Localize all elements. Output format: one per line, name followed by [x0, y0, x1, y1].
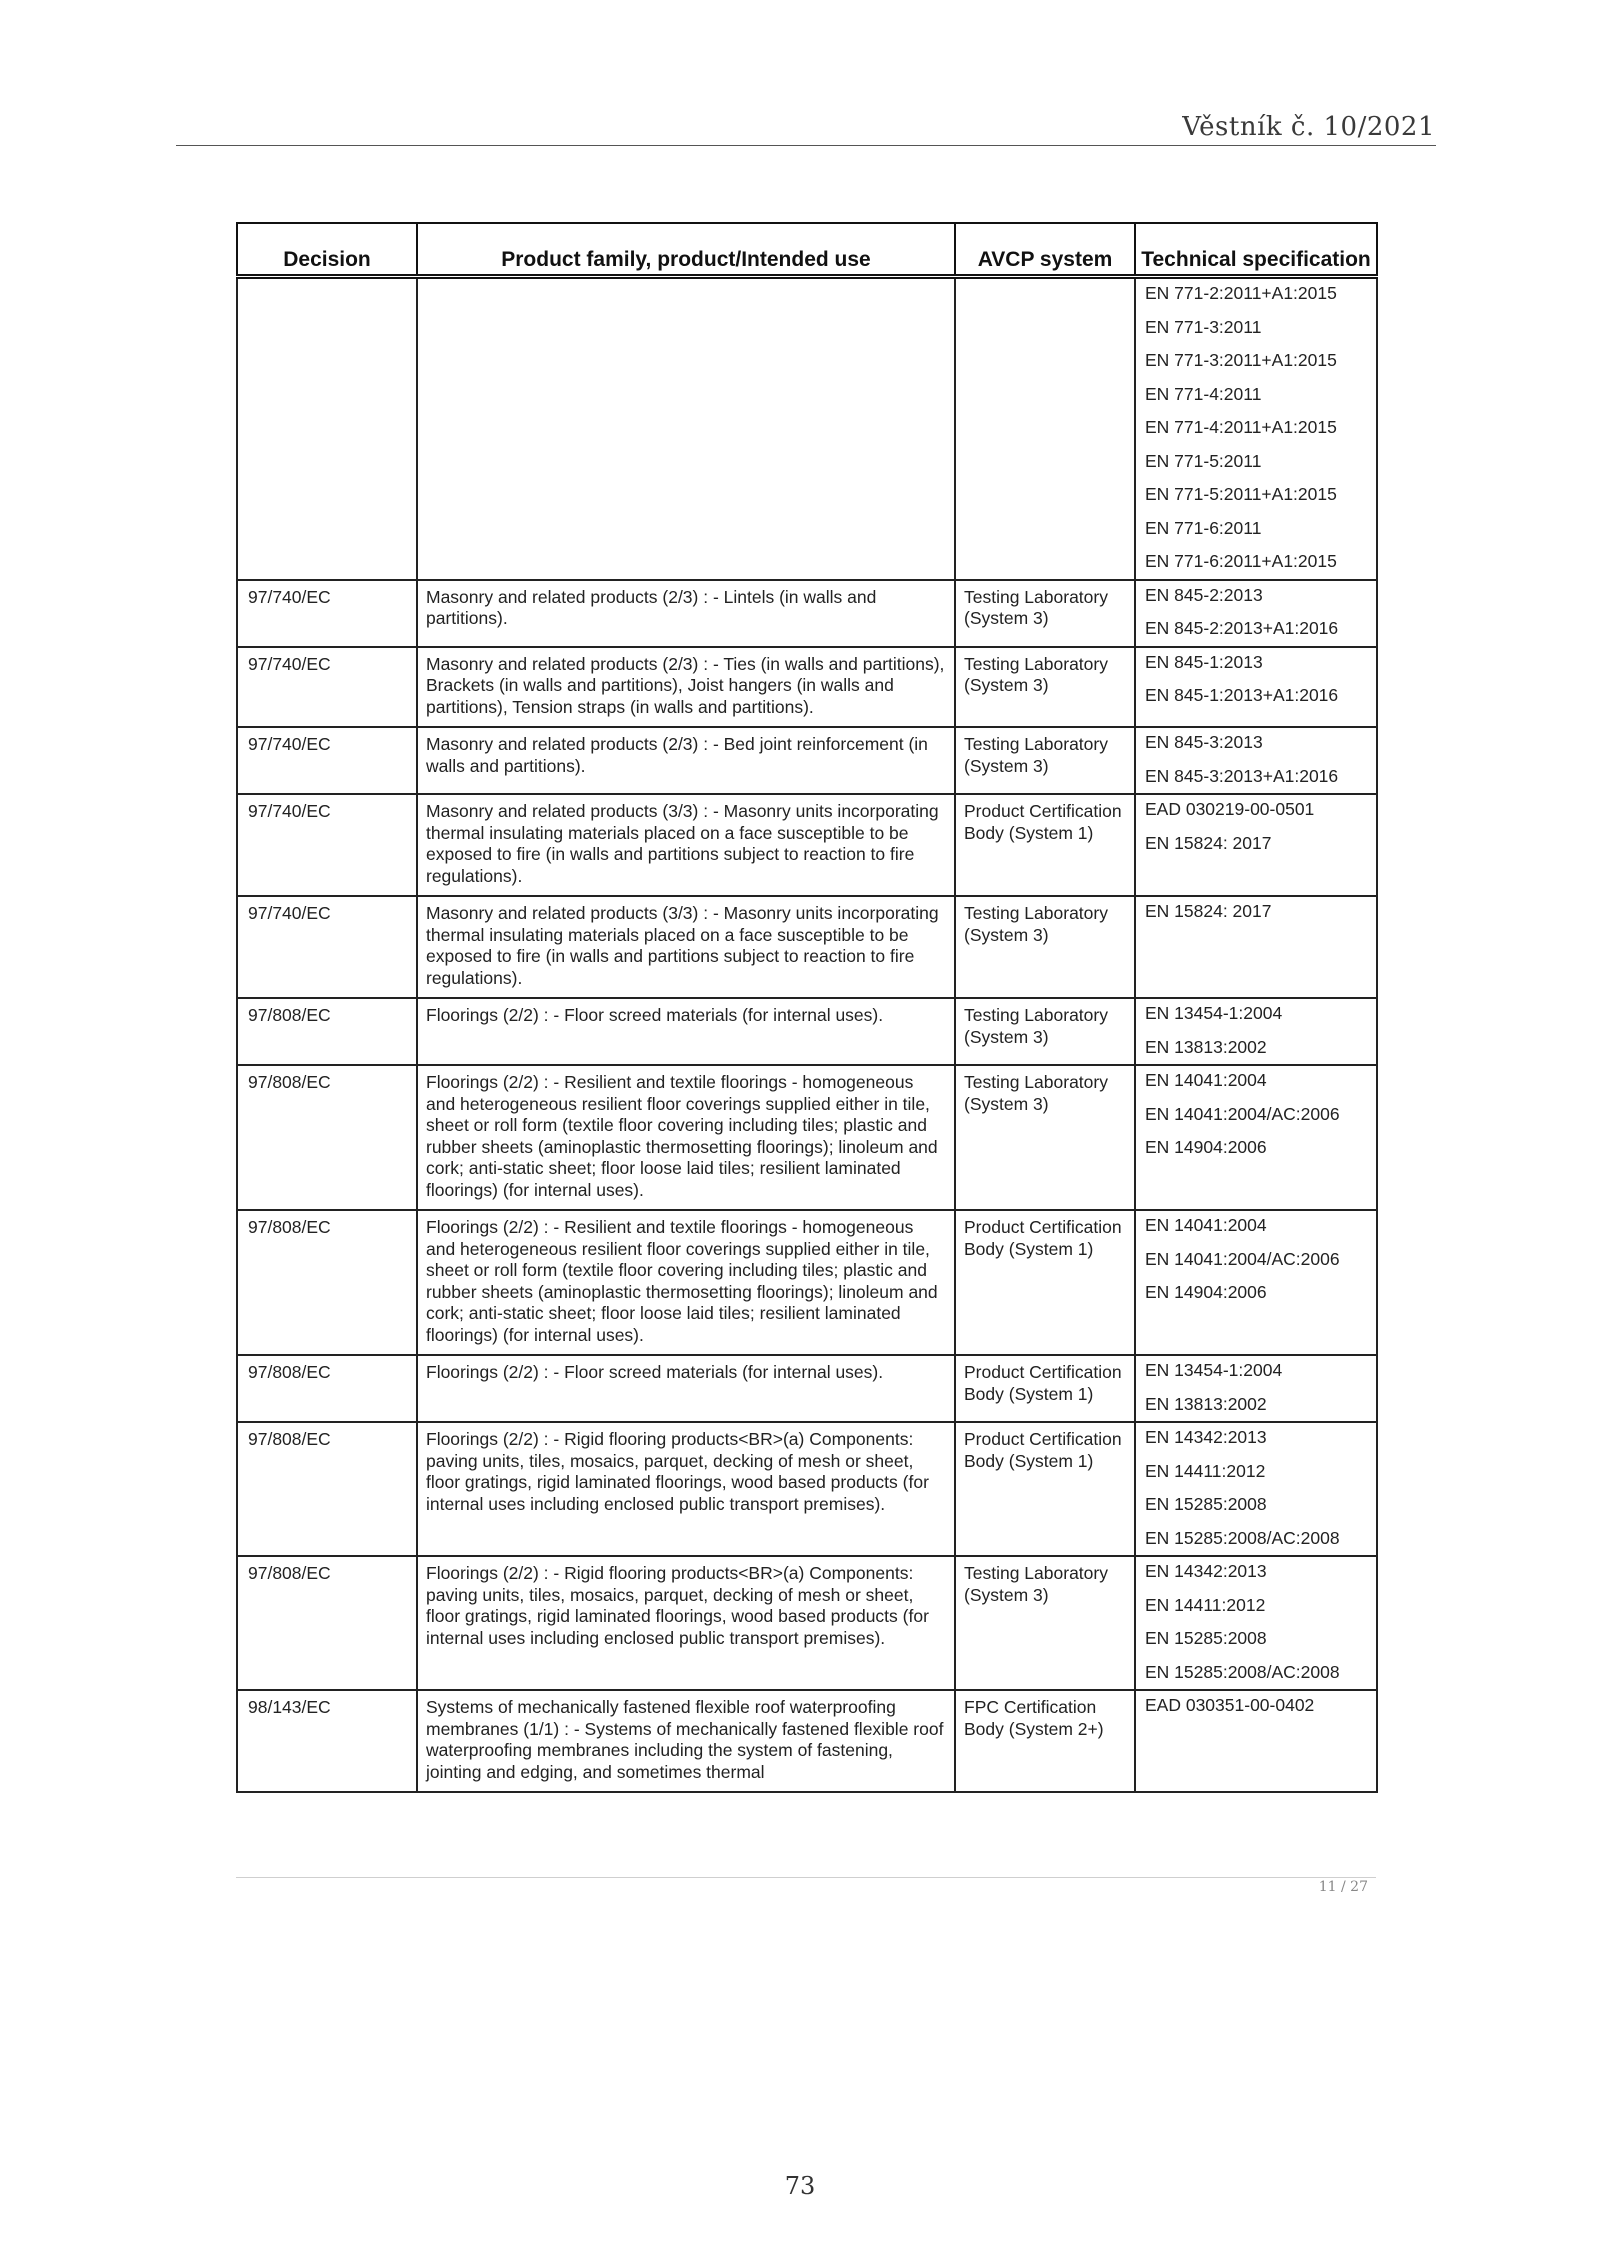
avcp-cell: Testing Laboratory (System 3): [955, 998, 1135, 1065]
specification-item: EAD 030219-00-0501: [1145, 799, 1315, 819]
specification-cell: [1135, 727, 1377, 794]
avcp-cell: Product Certification Body (System 1): [955, 1210, 1135, 1355]
product-cell: Floorings (2/2) : - Resilient and textile floorings - homogeneous and heterogeneous resilient floor coverings supplied either in tile, sheet or roll form (textile floor covering including tiles; plastic and rubber sheets (aminoplastic thermosetting floorings); linoleum and cork; anti-static sheet; floor loose laid tiles; resilient laminated floorings) (for internal uses).: [417, 1065, 955, 1210]
specification-item: EN 14411:2012: [1145, 1594, 1266, 1615]
specification-item: EN 14041:2004: [1145, 1215, 1267, 1235]
product-cell: Floorings (2/2) : - Rigid flooring products<BR>(a) Components: paving units, tiles, mosaics, parquet, decking of mesh or sheet, floor gratings, rigid laminated floorings, wood based products (for internal uses including enclosed public transport premises).: [417, 1422, 955, 1556]
decision-cell: 97/808/EC: [237, 998, 417, 1065]
specification-item: EN 15285:2008/AC:2008: [1145, 1527, 1340, 1548]
product-cell: Masonry and related products (2/3) : - Ties (in walls and partitions), Brackets (in walls and partitions), Joist hangers (in walls and partitions), Tension straps (in walls and partitions).: [417, 647, 955, 728]
specification-item: EN 15824: 2017: [1145, 832, 1272, 853]
product-cell: Masonry and related products (2/3) : - Lintels (in walls and partitions).: [417, 580, 955, 647]
decision-cell: 97/740/EC: [237, 647, 417, 728]
specification-item: EAD 030351-00-0402: [1145, 1695, 1315, 1715]
decision-cell: 97/740/EC: [237, 580, 417, 647]
decision-cell: 98/143/EC: [237, 1690, 417, 1792]
decision-cell: 97/808/EC: [237, 1065, 417, 1210]
avcp-cell: Testing Laboratory (System 3): [955, 1556, 1135, 1690]
avcp-cell: [955, 277, 1135, 580]
specification-item: EN 845-1:2013: [1145, 651, 1263, 672]
specification-item: EN 13813:2002: [1145, 1036, 1267, 1057]
specification-item: EN 14904:2006: [1145, 1137, 1267, 1157]
specification-table: [236, 222, 1378, 1793]
specification-item: EN 15824: 2017: [1145, 901, 1272, 921]
table-row: [237, 794, 1377, 896]
specification-item: EN 771-5:2011: [1145, 450, 1262, 471]
specification-item: EN 14411:2012: [1145, 1460, 1266, 1481]
specification-item: EN 14041:2004/AC:2006: [1145, 1248, 1340, 1269]
avcp-cell: Testing Laboratory (System 3): [955, 580, 1135, 647]
decision-cell: 97/808/EC: [237, 1556, 417, 1690]
decision-cell: 97/808/EC: [237, 1422, 417, 1556]
specification-item: EN 845-2:2013: [1145, 584, 1263, 605]
table-row: [237, 277, 1377, 580]
specification-item: EN 771-6:2011+A1:2015: [1145, 551, 1337, 571]
specification-item: EN 771-4:2011: [1145, 383, 1262, 404]
specification-item: EN 15285:2008: [1145, 1628, 1267, 1648]
specification-item: EN 15285:2008/AC:2008: [1145, 1661, 1340, 1682]
specification-cell: [1135, 1355, 1377, 1422]
table-row: [237, 1690, 1377, 1792]
specification-item: EN 14041:2004: [1145, 1070, 1267, 1090]
avcp-cell: FPC Certification Body (System 2+): [955, 1690, 1135, 1792]
journal-title: Věstník č. 10/2021: [1182, 112, 1435, 142]
specification-item: EN 14342:2013: [1145, 1561, 1267, 1581]
specification-cell: [1135, 794, 1377, 896]
specification-item: EN 13813:2002: [1145, 1393, 1267, 1414]
table-row: [237, 1210, 1377, 1355]
table-row: [237, 1422, 1377, 1556]
specification-item: EN 771-5:2011+A1:2015: [1145, 484, 1337, 504]
table-row: [237, 727, 1377, 794]
sheet-counter: 11 / 27: [1318, 1879, 1368, 1895]
avcp-cell: Testing Laboratory (System 3): [955, 1065, 1135, 1210]
specification-item: EN 771-3:2011: [1145, 316, 1262, 337]
product-cell: Floorings (2/2) : - Resilient and textile floorings - homogeneous and heterogeneous resilient floor coverings supplied either in tile, sheet or roll form (textile floor covering including tiles; plastic and rubber sheets (aminoplastic thermosetting floorings); linoleum and cork; anti-static sheet; floor loose laid tiles; resilient laminated floorings) (for internal uses).: [417, 1210, 955, 1355]
product-cell: Floorings (2/2) : - Floor screed materials (for internal uses).: [417, 1355, 955, 1422]
specification-cell: [1135, 1422, 1377, 1556]
avcp-cell: Product Certification Body (System 1): [955, 1422, 1135, 1556]
specification-item: EN 771-3:2011+A1:2015: [1145, 350, 1337, 370]
specification-item: EN 845-2:2013+A1:2016: [1145, 618, 1339, 638]
decision-cell: 97/740/EC: [237, 794, 417, 896]
specification-cell: [1135, 580, 1377, 647]
footer-rule: [236, 1877, 1376, 1878]
specification-item: EN 14041:2004/AC:2006: [1145, 1103, 1340, 1124]
avcp-cell: Testing Laboratory (System 3): [955, 896, 1135, 998]
specification-cell: [1135, 896, 1377, 998]
specification-item: EN 771-4:2011+A1:2015: [1145, 417, 1337, 437]
specification-item: EN 771-6:2011: [1145, 517, 1262, 538]
specification-item: EN 845-3:2013: [1145, 732, 1263, 752]
specification-cell: [1135, 1210, 1377, 1355]
product-cell: Systems of mechanically fastened flexible roof waterproofing membranes (1/1) : - Systems of mechanically fastened flexible roof waterproofing membranes including the system of fastening, jointing and edging, and sometimes thermal: [417, 1690, 955, 1792]
decision-cell: [237, 277, 417, 580]
product-cell: Floorings (2/2) : - Rigid flooring products<BR>(a) Components: paving units, tiles, mosaics, parquet, decking of mesh or sheet, floor gratings, rigid laminated floorings, wood based products (for internal uses including enclosed public transport premises).: [417, 1556, 955, 1690]
avcp-cell: Testing Laboratory (System 3): [955, 647, 1135, 728]
specification-cell: [1135, 998, 1377, 1065]
table-row: [237, 580, 1377, 647]
specification-item: EN 13454-1:2004: [1145, 1003, 1283, 1023]
product-cell: Masonry and related products (3/3) : - Masonry units incorporating thermal insulating materials placed on a face susceptible to be exposed to fire (in walls and partitions subject to reaction to fire regulations).: [417, 794, 955, 896]
avcp-cell: Product Certification Body (System 1): [955, 794, 1135, 896]
specification-cell: [1135, 647, 1377, 728]
specification-item: EN 14904:2006: [1145, 1282, 1267, 1302]
specification-item: EN 845-1:2013+A1:2016: [1145, 685, 1339, 705]
table-body: [237, 277, 1377, 1793]
avcp-cell: Product Certification Body (System 1): [955, 1355, 1135, 1422]
decision-cell: 97/808/EC: [237, 1355, 417, 1422]
decision-cell: 97/740/EC: [237, 727, 417, 794]
specification-item: EN 845-3:2013+A1:2016: [1145, 765, 1339, 786]
table-row: [237, 896, 1377, 998]
decision-cell: 97/808/EC: [237, 1210, 417, 1355]
table-row: [237, 1355, 1377, 1422]
product-cell: Masonry and related products (3/3) : - Masonry units incorporating thermal insulating materials placed on a face susceptible to be exposed to fire (in walls and partitions subject to reaction to fire regulations).: [417, 896, 955, 998]
column-header-decision: Decision: [237, 223, 417, 277]
specification-cell: [1135, 1690, 1377, 1792]
specification-cell: [1135, 1556, 1377, 1690]
table-row: [237, 998, 1377, 1065]
column-header-avcp: AVCP system: [955, 223, 1135, 277]
specification-cell: [1135, 1065, 1377, 1210]
specification-item: EN 771-2:2011+A1:2015: [1145, 283, 1337, 303]
specification-item: EN 14342:2013: [1145, 1427, 1267, 1447]
specification-cell: [1135, 277, 1377, 580]
decision-cell: 97/740/EC: [237, 896, 417, 998]
specification-item: EN 15285:2008: [1145, 1494, 1267, 1514]
column-header-product: Product family, product/Intended use: [417, 223, 955, 277]
product-cell: Masonry and related products (2/3) : - Bed joint reinforcement (in walls and partitions).: [417, 727, 955, 794]
column-header-technical-specification: Technical specification: [1135, 223, 1377, 277]
page-number: 73: [784, 2172, 816, 2200]
table-header-row: [237, 223, 1377, 277]
product-cell: [417, 277, 955, 580]
avcp-cell: Testing Laboratory (System 3): [955, 727, 1135, 794]
specification-item: EN 13454-1:2004: [1145, 1360, 1283, 1380]
table-row: [237, 1556, 1377, 1690]
table-row: [237, 647, 1377, 728]
product-cell: Floorings (2/2) : - Floor screed materials (for internal uses).: [417, 998, 955, 1065]
header-rule: [176, 145, 1436, 146]
table-row: [237, 1065, 1377, 1210]
